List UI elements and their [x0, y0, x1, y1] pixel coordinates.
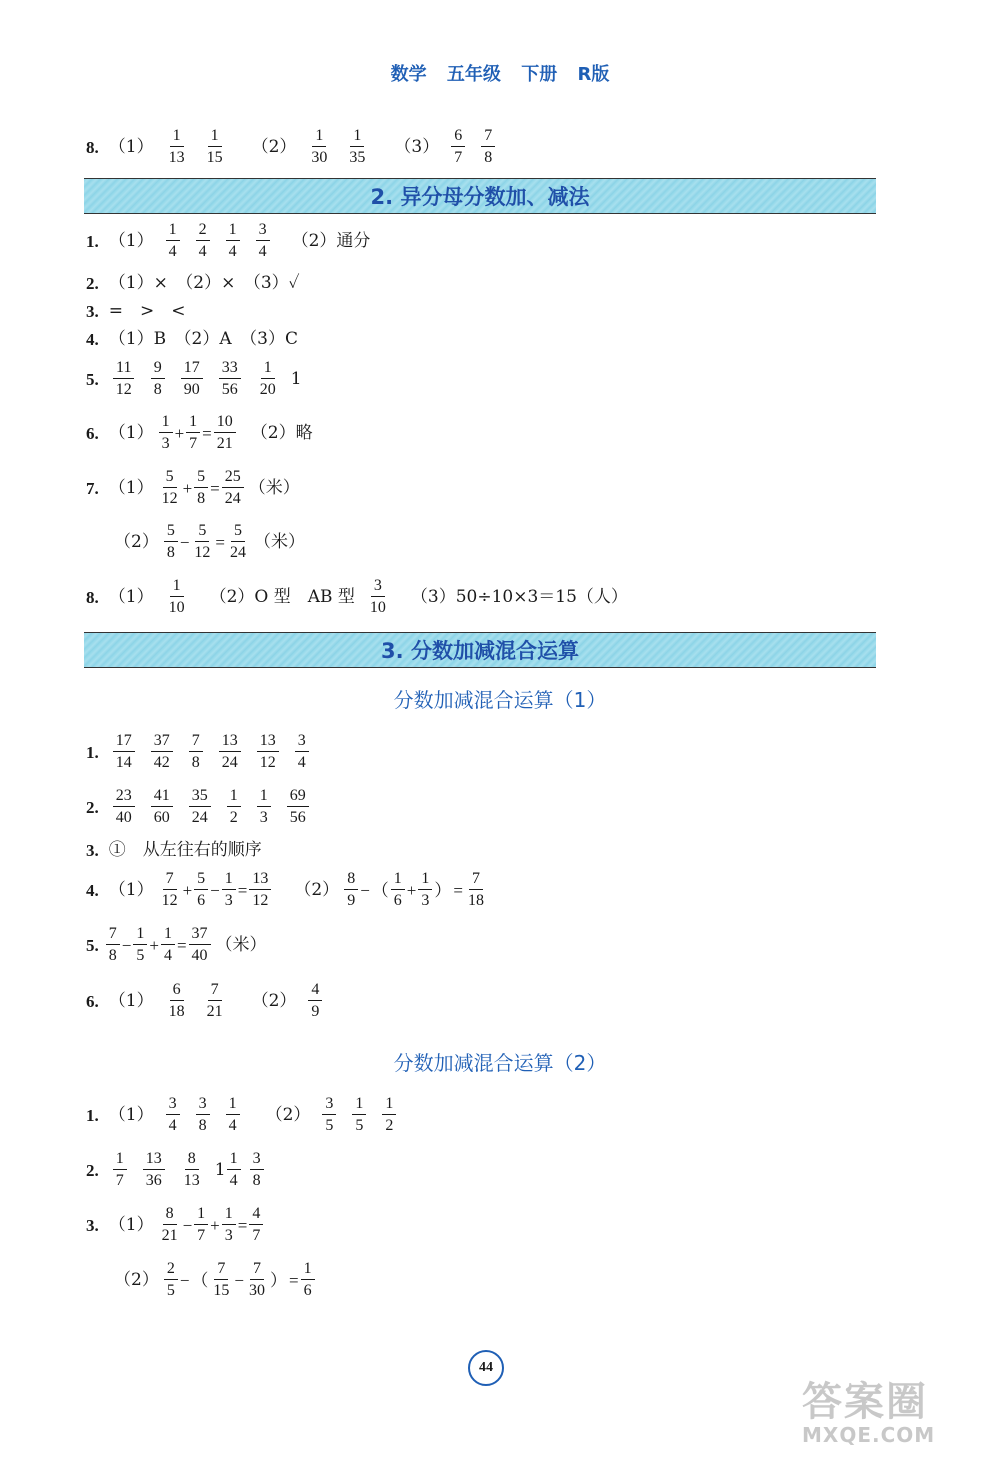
fraction: $\frac{2}{4}$ [196, 222, 210, 260]
fraction: $\frac{6}{7}$ [451, 128, 465, 166]
fraction: $\frac{7}{30}$ [249, 1260, 266, 1299]
fraction: $\frac{5}{8}$ [164, 523, 178, 561]
fraction: $\frac{1}{7}$ [186, 414, 200, 452]
fraction: $\frac{35}{24}$ [189, 788, 211, 826]
fraction: $\frac{7}{8}$ [189, 733, 203, 771]
fraction: $\frac{17}{90}$ [181, 360, 203, 398]
fraction: $\frac{1}{3}$ [257, 788, 271, 826]
answer-s2-q7-1: 7. （1） $\frac{5}{12}$ + $\frac{5}{8}$ = $\frac{25}{24}$ （米） [86, 468, 300, 507]
section-banner-3: 3. 分数加减混合运算 [84, 632, 876, 668]
fraction: $\frac{41}{60}$ [151, 788, 173, 826]
subsection-title-2: 分数加减混合运算（2） [393, 1051, 607, 1075]
header-volume: 下册 [521, 64, 558, 85]
fraction: $\frac{3}{4}$ [256, 222, 270, 260]
fraction: $\frac{1}{7}$ [194, 1206, 208, 1244]
fraction: $\frac{1}{13}$ [168, 127, 185, 166]
answer-s1-q8: 8. （1） $\frac{1}{13}$ $\frac{1}{15}$ （2） $\frac{1}{30}$ $\frac{1}{35}$ （3） $\frac{6}{7}$ $\frac{7}{8}$ [86, 128, 503, 166]
fraction: $\frac{1}{35}$ [349, 127, 366, 166]
fraction: $\frac{1}{4}$ [227, 1151, 241, 1189]
fraction: $\frac{7}{18}$ [467, 870, 484, 909]
fraction: $\frac{1}{5}$ [133, 926, 147, 964]
watermark-logo-text: 答案圈 [802, 1379, 928, 1425]
answer-s4-q3-1: 3. （1） $\frac{8}{21}$ − $\frac{1}{7}$ + $\frac{1}{3}$ = $\frac{4}{7}$ [86, 1206, 264, 1244]
fraction: $\frac{7}{8}$ [106, 926, 120, 964]
fraction: $\frac{3}{8}$ [196, 1096, 210, 1134]
watermark-url: MXQE.COM [802, 1423, 936, 1447]
fraction: $\frac{13}{24}$ [219, 733, 241, 771]
fraction: $\frac{4}{9}$ [308, 982, 322, 1020]
fraction: $\frac{4}{7}$ [249, 1206, 263, 1244]
fraction: $\frac{1}{2}$ [227, 788, 241, 826]
page-number: 44 [468, 1350, 504, 1386]
fraction: $\frac{1}{4}$ [166, 222, 180, 260]
fraction: $\frac{1}{10}$ [168, 577, 185, 616]
answer-s3-q3: 3. ① 从左往右的顺序 [86, 840, 262, 860]
fraction: $\frac{5}{8}$ [194, 469, 208, 507]
fraction: $\frac{7}{12}$ [161, 870, 178, 909]
fraction: $\frac{7}{15}$ [213, 1260, 230, 1299]
fraction: $\frac{3}{4}$ [295, 733, 309, 771]
answer-s2-q4: 4. （1）B （2）A （3）C [86, 329, 298, 349]
fraction: $\frac{13}{36}$ [143, 1151, 165, 1189]
answer-s2-q5: 5. $\frac{11}{12}$ $\frac{9}{8}$ $\frac{17}{90}$ $\frac{33}{56}$ $\frac{1}{20}$ 1 [86, 359, 302, 398]
fraction: $\frac{13}{12}$ [249, 871, 271, 909]
fraction: $\frac{8}{13}$ [183, 1150, 200, 1189]
fraction: $\frac{3}{10}$ [369, 577, 386, 616]
fraction: $\frac{1}{6}$ [301, 1261, 315, 1299]
fraction: $\frac{25}{24}$ [222, 469, 244, 507]
answer-s4-q2: 2. $\frac{1}{7}$ $\frac{13}{36}$ $\frac{8}{13}$ 1 $\frac{1}{4}$ $\frac{3}{8}$ [86, 1151, 272, 1189]
fraction: $\frac{13}{12}$ [257, 733, 279, 771]
answer-s3-q6: 6. （1） $\frac{6}{18}$ $\frac{7}{21}$ （2） $\frac{4}{9}$ [86, 982, 330, 1020]
fraction: $\frac{1}{2}$ [382, 1096, 396, 1134]
fraction: $\frac{23}{40}$ [113, 788, 135, 826]
fraction: $\frac{3}{8}$ [250, 1151, 264, 1189]
answer-s3-q1: 1. $\frac{17}{14}$ $\frac{37}{42}$ $\frac{7}{8}$ $\frac{13}{24}$ $\frac{13}{12}$ $\frac{3}{4}$ [86, 733, 317, 771]
fraction: $\frac{9}{8}$ [151, 360, 165, 398]
fraction: $\frac{8}{21}$ [161, 1205, 178, 1244]
fraction: $\frac{10}{21}$ [214, 414, 236, 452]
fraction: $\frac{33}{56}$ [219, 360, 241, 398]
fraction: $\frac{37}{40}$ [189, 926, 211, 964]
answer-s3-q2: 2. $\frac{23}{40}$ $\frac{41}{60}$ $\frac{35}{24}$ $\frac{1}{2}$ $\frac{1}{3}$ $\frac{69}{56}$ [86, 788, 317, 826]
header-edition: R版 [577, 64, 610, 85]
fraction: $\frac{11}{12}$ [113, 360, 135, 398]
fraction: $\frac{1}{20}$ [259, 359, 276, 398]
fraction: $\frac{1}{3}$ [159, 414, 173, 452]
fraction: $\frac{3}{4}$ [166, 1096, 180, 1134]
answer-s2-q6: 6. （1） $\frac{1}{3}$ + $\frac{1}{7}$ = $\frac{10}{21}$ （2）略 [86, 413, 313, 452]
fraction: $\frac{5}{12}$ [161, 468, 178, 507]
watermark-logo [802, 1370, 992, 1450]
fraction: $\frac{37}{42}$ [151, 733, 173, 771]
fraction: $\frac{1}{15}$ [206, 127, 223, 166]
answer-s4-q3-2: （2） $\frac{2}{5}$ − （ $\frac{7}{15}$ − $\frac{7}{30}$ ） = $\frac{1}{6}$ [110, 1261, 316, 1299]
fraction: $\frac{1}{6}$ [391, 871, 405, 909]
fraction: $\frac{1}{3}$ [222, 1206, 236, 1244]
fraction: $\frac{1}{3}$ [222, 871, 236, 909]
answer-s2-q8: 8. （1） $\frac{1}{10}$ （2）O 型 AB 型 $\frac{3}{10}$ （3）50÷10×3＝15（人） [86, 577, 628, 616]
fraction: $\frac{7}{21}$ [206, 981, 223, 1020]
subsection-title-1: 分数加减混合运算（1） [393, 688, 607, 712]
answer-s2-q1: 1. （1） $\frac{1}{4}$ $\frac{2}{4}$ $\frac{1}{4}$ $\frac{3}{4}$ （2）通分 [86, 221, 371, 260]
fraction: $\frac{1}{4}$ [161, 926, 175, 964]
fraction: $\frac{1}{5}$ [352, 1096, 366, 1134]
fraction: $\frac{17}{14}$ [113, 733, 135, 771]
header-subject: 数学 [390, 64, 427, 85]
fraction: $\frac{1}{4}$ [226, 222, 240, 260]
fraction: $\frac{1}{3}$ [418, 871, 432, 909]
answer-s3-q4: 4. （1） $\frac{7}{12}$ + $\frac{5}{6}$ − $\frac{1}{3}$ = $\frac{13}{12}$ （2） $\frac{8}{9}$ − （ $\frac{1}{6}$ + $\frac{1}{3}$ ） = $\frac{7}{18}$ [86, 871, 488, 909]
fraction: $\frac{8}{9}$ [344, 871, 358, 909]
answer-s3-q5: 5. $\frac{7}{8}$ − $\frac{1}{5}$ + $\frac{1}{4}$ = $\frac{37}{40}$ （米） [86, 925, 267, 964]
fraction: $\frac{1}{4}$ [226, 1096, 240, 1134]
fraction: $\frac{5}{6}$ [194, 871, 208, 909]
page-header [0, 60, 1000, 86]
fraction: $\frac{5}{24}$ [230, 522, 247, 561]
fraction: $\frac{6}{18}$ [168, 981, 185, 1020]
fraction: $\frac{1}{7}$ [113, 1151, 127, 1189]
answer-s2-q2: 2. （1）× （2）× （3）✓ [86, 273, 300, 293]
answer-s2-q3: 3. = > < [86, 301, 186, 321]
answer-s4-q1: 1. （1） $\frac{3}{4}$ $\frac{3}{8}$ $\frac{1}{4}$ （2） $\frac{3}{5}$ $\frac{1}{5}$ $\frac{1}{2}$ [86, 1096, 404, 1134]
section-banner-2: 2. 异分母分数加、减法 [84, 178, 876, 214]
fraction: $\frac{1}{30}$ [311, 127, 328, 166]
answer-s2-q7-2: （2） $\frac{5}{8}$ − $\frac{5}{12}$ = $\frac{5}{24}$ （米） [114, 522, 306, 561]
fraction: $\frac{5}{12}$ [194, 522, 211, 561]
fraction: $\frac{69}{56}$ [287, 788, 309, 826]
header-grade: 五年级 [446, 64, 501, 85]
fraction: $\frac{3}{5}$ [322, 1096, 336, 1134]
fraction: $\frac{7}{8}$ [481, 128, 495, 166]
fraction: $\frac{2}{5}$ [164, 1261, 178, 1299]
